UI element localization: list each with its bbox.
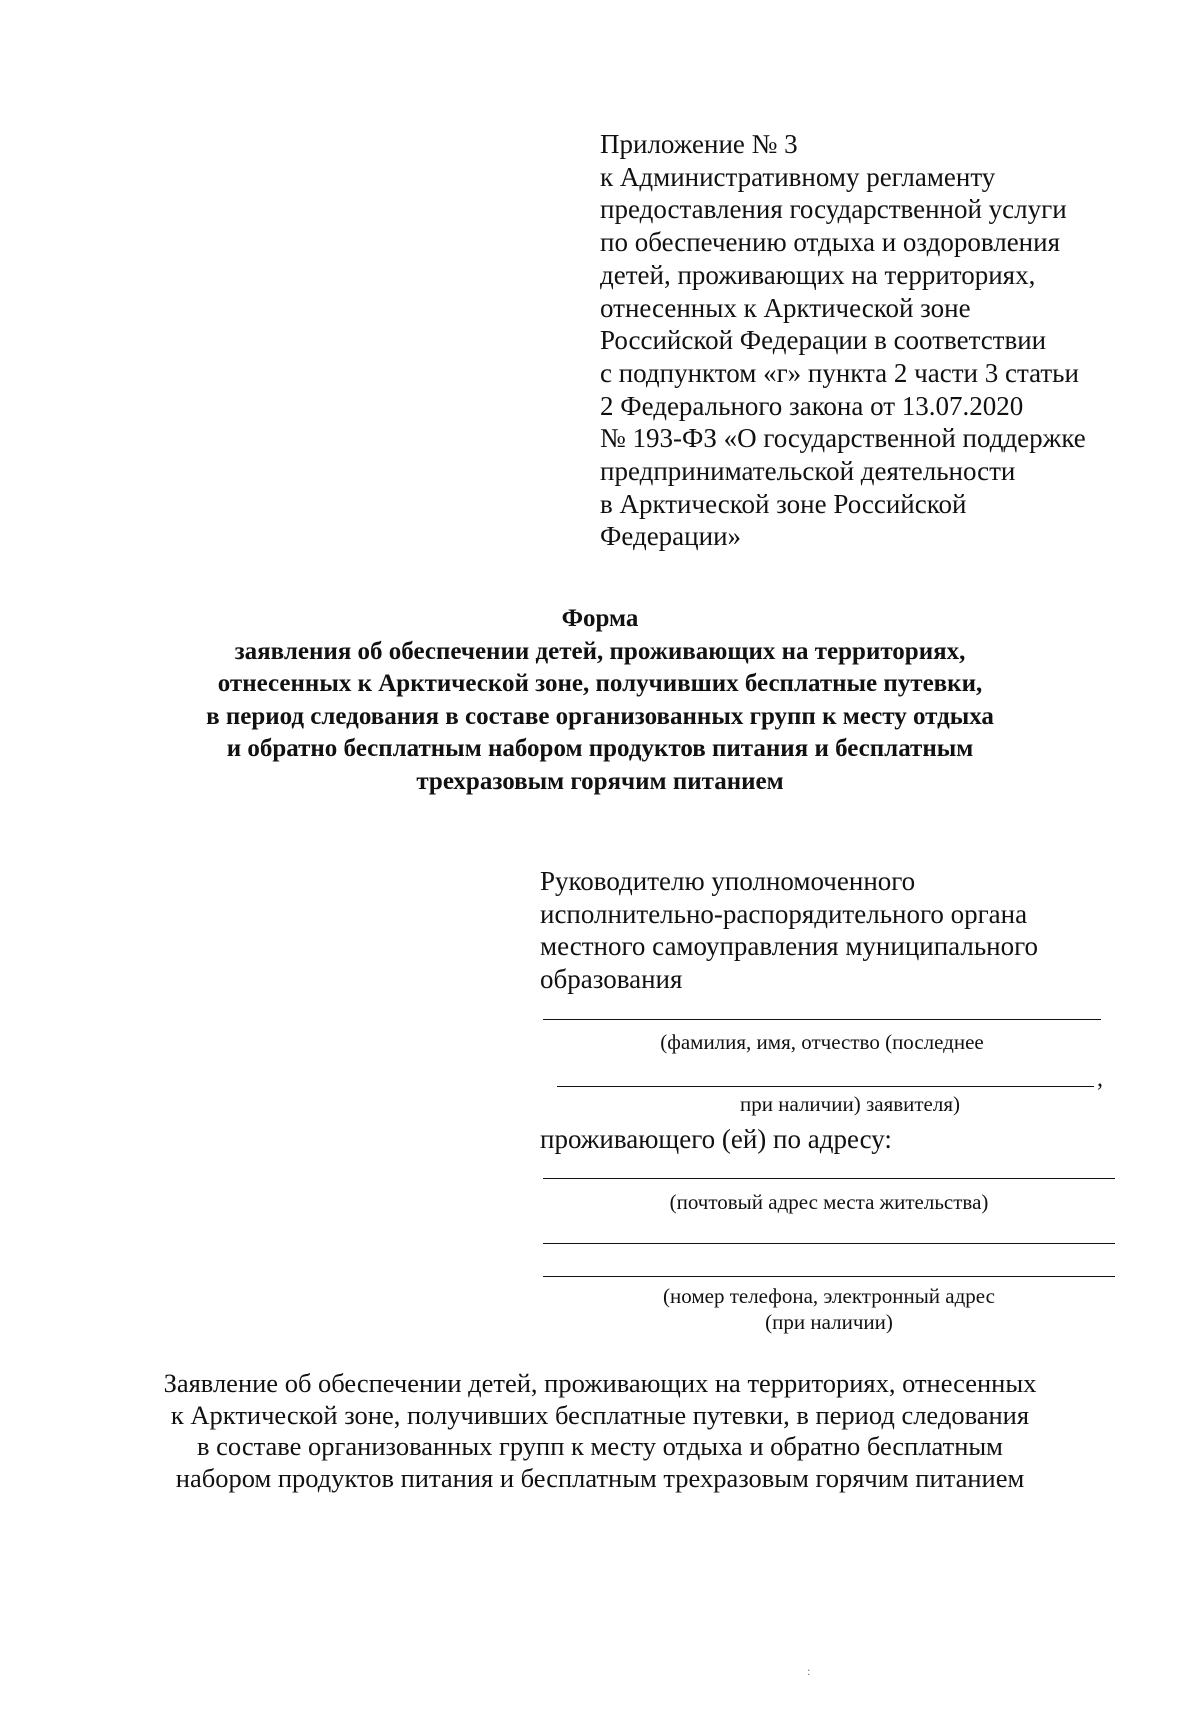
form-title-line: отнесенных к Арктической зоне, получивших бесплатные путевки,: [217, 670, 983, 697]
form-title-line: в период следования в составе организованных групп к месту отдыха: [206, 702, 994, 730]
statement-line: в составе организованных групп к месту отдыха и обратно бесплатным: [197, 1431, 1003, 1461]
appendix-line: в Арктической зоне Российской: [600, 488, 967, 519]
appendix-line: Российской Федерации в соответствии: [600, 325, 1047, 356]
applicant-name-line-2: [557, 1086, 1094, 1087]
appendix-line: Федерации»: [600, 521, 742, 552]
applicant-name-caption-end: при наличии) заявителя): [739, 1092, 961, 1116]
scan-artifact: :: [807, 1664, 811, 1678]
statement-line: Заявление об обеспечении детей, проживающих на территориях, отнесенных: [163, 1368, 1037, 1398]
contact-line-2: [543, 1276, 1115, 1277]
appendix-line: к Административному регламенту: [600, 161, 996, 192]
form-title-line: и обратно бесплатным набором продуктов питания и бесплатным: [226, 735, 974, 762]
residing-label: проживающего (ей) по адресу:: [540, 1124, 892, 1154]
form-title-line: заявления об обеспечении детей, проживающих на территориях,: [234, 637, 966, 665]
appendix-line: с подпунктом «г» пункта 2 части 3 статьи: [600, 357, 1079, 388]
appendix-line: № 193-ФЗ «О государственной поддержке: [600, 423, 1086, 454]
addressee-line: образования: [540, 963, 683, 994]
addressee-block: [540, 865, 1140, 995]
address-caption: (почтовый адрес места жительства): [669, 1190, 989, 1214]
appendix-header: [600, 128, 1160, 553]
statement-line: к Арктической зоне, получивших бесплатные путевки, в период следования: [170, 1399, 1030, 1430]
appendix-line: по обеспечению отдыха и оздоровления: [600, 227, 1060, 258]
appendix-line: детей, проживающих на территориях,: [600, 259, 1036, 290]
addressee-line: местного самоуправления муниципального: [540, 931, 1039, 961]
statement-title: [0, 1368, 1200, 1494]
contact-caption: (номер телефона, электронный адрес: [663, 1284, 995, 1308]
contact-caption-end: (при наличии): [765, 1310, 893, 1334]
statement-line: набором продуктов питания и бесплатным трехразовым горячим питанием: [175, 1462, 1025, 1493]
contact-line-1: [543, 1243, 1115, 1244]
addressee-line: исполнительно-распорядительного органа: [540, 898, 1028, 929]
applicant-name-comma: ,: [1097, 1066, 1103, 1092]
form-title-line: трехразовым горячим питанием: [416, 767, 784, 795]
form-title-line: Форма: [561, 605, 639, 632]
appendix-line: отнесенных к Арктической зоне: [600, 292, 971, 323]
applicant-name-caption: (фамилия, имя, отчество (последнее: [660, 1030, 984, 1054]
addressee-line: Руководителю уполномоченного: [540, 866, 916, 896]
appendix-line: Приложение № 3: [600, 129, 798, 159]
address-line: [543, 1178, 1115, 1179]
form-title: [0, 603, 1200, 798]
appendix-line: предпринимательской деятельности: [600, 456, 1016, 487]
applicant-name-line-1: [543, 1019, 1101, 1020]
appendix-line: 2 Федерального закона от 13.07.2020: [600, 390, 1024, 421]
appendix-line: предоставления государственной услуги: [600, 194, 1067, 225]
